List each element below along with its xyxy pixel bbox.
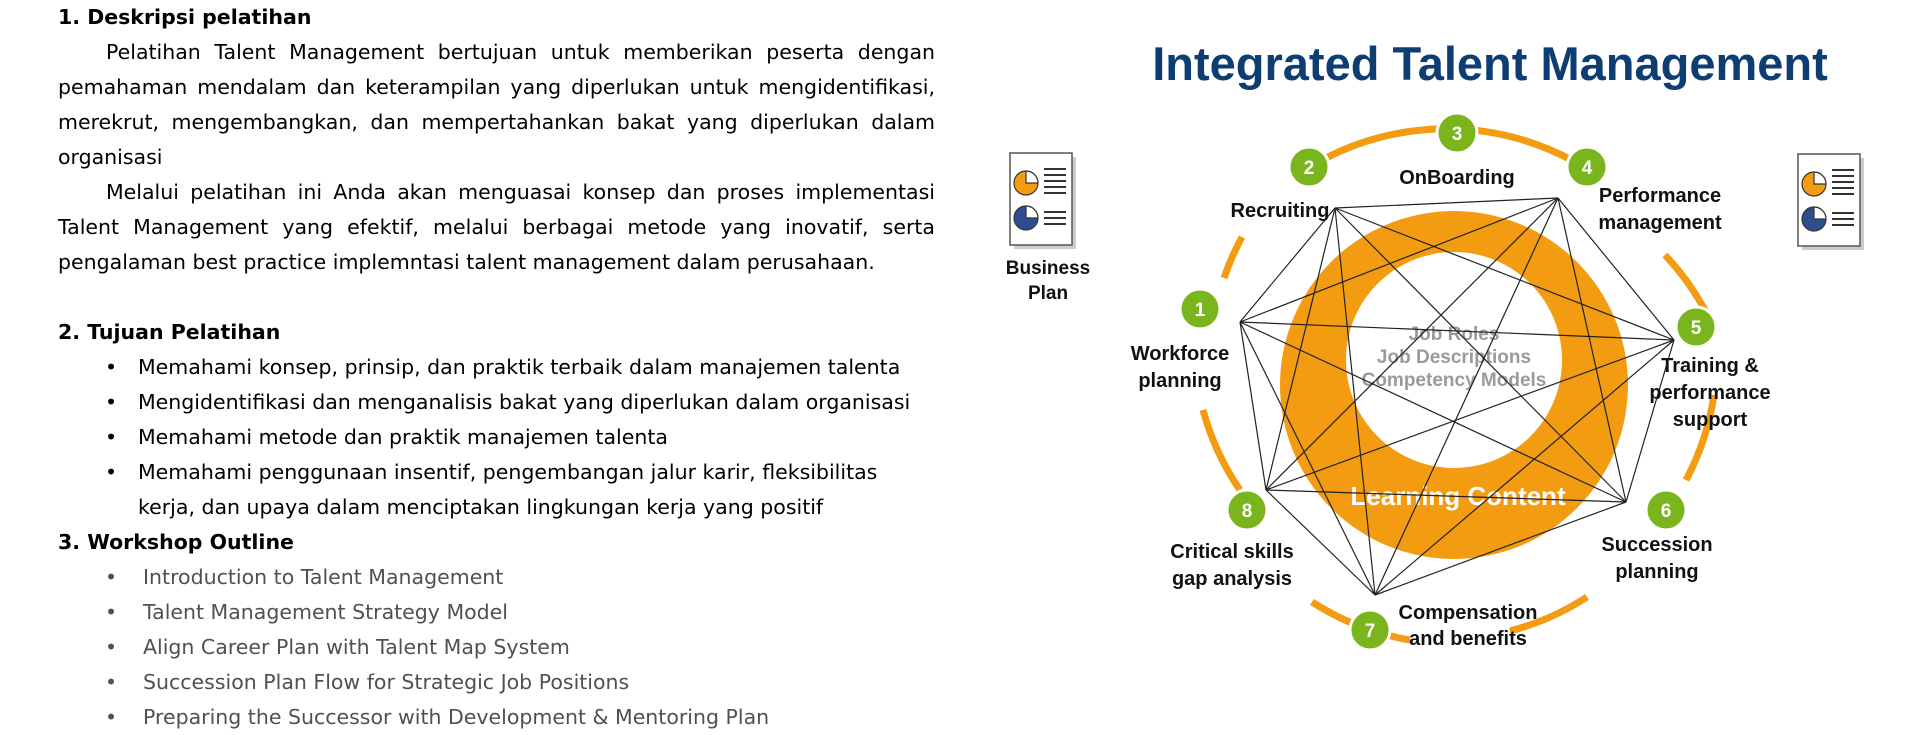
label-succession-line1: Succession — [1601, 534, 1713, 556]
list-item: • Talent Management Strategy Model — [58, 595, 935, 630]
section3-heading: 3. Workshop Outline — [58, 530, 294, 554]
learning-content-label: Learning Content — [1350, 481, 1566, 511]
list-item: • Introduction to Talent Management — [58, 560, 935, 595]
label-training-line2: performance — [1649, 382, 1771, 404]
label-workforce-line1: Workforce — [1130, 343, 1230, 365]
list-item: • Succession Plan Flow for Strategic Job Positions — [58, 665, 935, 700]
step-badge-5 — [1676, 307, 1716, 347]
section1-paragraph-2: Melalui pelatihan ini Anda akan menguasai konsep dan proses implementasi Talent Management yang efektif, melalui berbagai metode yang inovatif, serta pengalaman best practice implemntasi talent management dalam perusahaan. — [58, 180, 935, 274]
list-item: • Memahami metode dan praktik manajemen talenta — [58, 420, 935, 455]
business-plan-line2: Plan — [1027, 283, 1069, 304]
label-critical-line2: gap analysis — [1171, 568, 1293, 590]
list-item: • Memahami konsep, prinsip, dan praktik terbaik dalam manajemen talenta — [58, 350, 935, 385]
step-badge-1 — [1180, 289, 1220, 329]
label-critical-line1: Critical skills — [1170, 541, 1294, 563]
label-training-line3: support — [1672, 409, 1748, 431]
label-succession-line2: planning — [1615, 561, 1699, 583]
business-plan-label — [1006, 258, 1090, 304]
step-badge-6 — [1646, 490, 1686, 530]
label-compensation-line2: and benefits — [1409, 628, 1527, 650]
svg-text:7: 7 — [1364, 621, 1376, 642]
svg-text:3: 3 — [1451, 124, 1463, 145]
label-training-line1: Training & — [1661, 355, 1759, 377]
step-badge-4 — [1567, 147, 1607, 187]
section1-heading: 1. Deskripsi pelatihan — [58, 5, 312, 29]
label-recruiting: Recruiting — [1230, 200, 1330, 222]
list-item: • Memahami penggunaan insentif, pengembangan jalur karir, fleksibilitas kerja, dan upaya dalam menciptakan lingkungan kerja yang positif — [58, 455, 935, 525]
svg-text:1: 1 — [1194, 300, 1206, 321]
svg-text:5: 5 — [1690, 318, 1702, 339]
svg-text:8: 8 — [1241, 501, 1253, 522]
pie-chart-document-icon — [1798, 154, 1864, 250]
step-badge-2 — [1289, 147, 1329, 187]
step-badge-8 — [1227, 490, 1267, 530]
step-badge-7 — [1350, 610, 1390, 650]
diagram-svg — [990, 0, 1920, 729]
label-performance-line2: management — [1598, 212, 1722, 234]
core-text-job-roles: Job Roles — [1408, 324, 1500, 345]
list-item: • Align Career Plan with Talent Map System — [58, 630, 935, 665]
core-text-competency-models: Competency Models — [1361, 370, 1547, 391]
label-onboarding: OnBoarding — [1399, 167, 1515, 189]
workshop-outline-list — [58, 560, 935, 735]
training-goals-list — [58, 350, 935, 525]
diagram-title: Integrated Talent Management — [1152, 37, 1828, 90]
label-performance-line1: Performance — [1598, 185, 1722, 207]
label-workforce-line2: planning — [1138, 370, 1222, 392]
step-badge-3 — [1437, 113, 1477, 153]
svg-text:4: 4 — [1581, 158, 1593, 179]
talent-management-diagram — [990, 0, 1920, 729]
svg-text:2: 2 — [1303, 158, 1315, 179]
list-item: • Preparing the Successor with Development & Mentoring Plan — [58, 700, 935, 735]
svg-text:6: 6 — [1660, 501, 1672, 522]
section1-paragraph-1: Pelatihan Talent Management bertujuan untuk memberikan peserta dengan pemahaman mendalam dan keterampilan yang diperlukan untuk mengidentifikasi, merekrut, mengembangkan, dan mempertahankan bakat yang diperlukan dalam organisasi — [58, 40, 935, 169]
core-text-job-descriptions: Job Descriptions — [1376, 347, 1532, 368]
section2-heading: 2. Tujuan Pelatihan — [58, 320, 281, 344]
pie-chart-document-icon — [1010, 153, 1076, 249]
list-item: • Mengidentifikasi dan menganalisis bakat yang diperlukan dalam organisasi — [58, 385, 935, 420]
label-compensation-line1: Compensation — [1398, 602, 1538, 624]
training-description — [58, 0, 935, 735]
business-plan-line1: Business — [1005, 258, 1091, 279]
